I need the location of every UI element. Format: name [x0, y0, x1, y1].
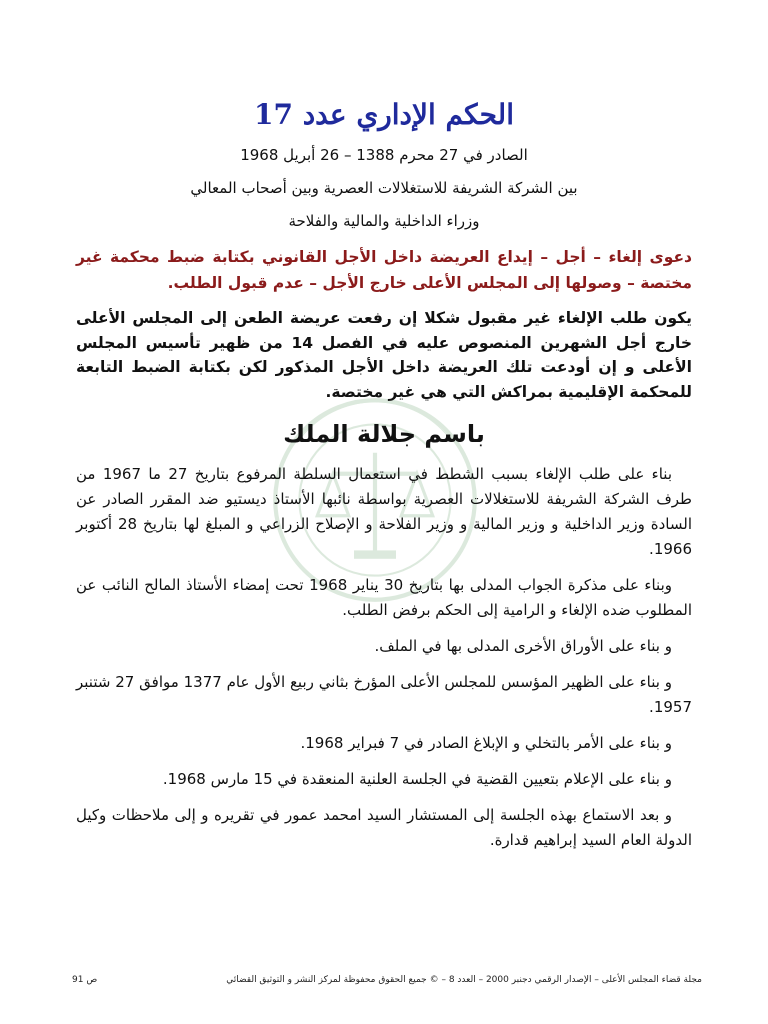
body-paragraph: و بناء على الإعلام بتعيين القضية في الجلسة العلنية المنعقدة في 15 مارس 1968.	[162, 770, 672, 788]
body-paragraph: و بناء على الأمر بالتخلي و الإبلاغ الصادر في 7 فبراير 1968.	[300, 734, 672, 752]
page-number: ص 91	[72, 975, 98, 985]
parties-line-2: وزراء الداخلية والمالية والفلاحة	[288, 212, 480, 230]
parties-line-1: بين الشركة الشريفة للاستغلالات العصرية وبين أصحاب المعالي	[190, 179, 578, 197]
body-paragraph: و بناء على الأوراق الأخرى المدلى بها في الملف.	[374, 637, 672, 655]
legal-principle: يكون طلب الإلغاء غير مقبول شكلا إن رفعت عريضة الطعن إلى المجلس الأعلى خارج أجل الشهرين المنصوص عليه في الفصل 14 من ظهير تأسيس المجلس الأعلى و إن أودعت تلك العريضة داخل الأجل المذكور لكن بكتابة الضبط التابعة للمحكمة الإقليمية بمراكش التي هي غير مختصة.	[76, 309, 693, 401]
case-summary: دعوى إلغاء – أجل – إيداع العريضة داخل الأجل القانوني بكتابة ضبط محكمة غير مختصة – وصولها إلى المجلس الأعلى خارج الأجل – عدم قبول الطلب.	[76, 248, 692, 292]
body-paragraph: وبناء على مذكرة الجواب المدلى بها بتاريخ 30 يناير 1968 تحت إمضاء الأستاذ المالح النائب عن المطلوب ضده الإلغاء و الرامية إلى الحكم برفض الطلب.	[76, 576, 692, 619]
issue-date: الصادر في 27 محرم 1388 – 26 أبريل 1968	[240, 146, 528, 164]
king-heading: باسم جلالة الملك	[283, 420, 485, 448]
body-paragraph: بناء على طلب الإلغاء بسبب الشطط في استعمال السلطة المرفوع بتاريخ 27 ما 1967 من طرف الشركة الشريفة للاستغلالات العصرية بواسطة نائبها الأستاذ ديستيو ضد المقرر الصادر عن السادة وزير الداخلية و وزير المالية و وزير الفلاحة و الإصلاح الزراعي و المبلغ لها بتاريخ 28 أكتوبر 1966.	[76, 465, 692, 558]
body-paragraph: و بناء على الظهير المؤسس للمجلس الأعلى المؤرخ بثاني ربيع الأول عام 1377 موافق 27 شتنبر 1957.	[76, 673, 692, 716]
page-footer	[72, 975, 702, 985]
footer-text: مجلة قضاء المجلس الأعلى – الإصدار الرقمي دجنبر 2000 – العدد 8 – © جميع الحقوق محفوظة لمركز النشر و التوثيق القضائي	[226, 975, 702, 985]
body-paragraph: و بعد الاستماع بهذه الجلسة إلى المستشار السيد امحمد عمور في تقريره و إلى ملاحظات وكيل الدولة العام السيد إبراهيم قدارة.	[76, 806, 692, 849]
judgment-title: الحكم الإداري عدد 17	[253, 98, 514, 131]
judgment-document	[76, 90, 692, 864]
